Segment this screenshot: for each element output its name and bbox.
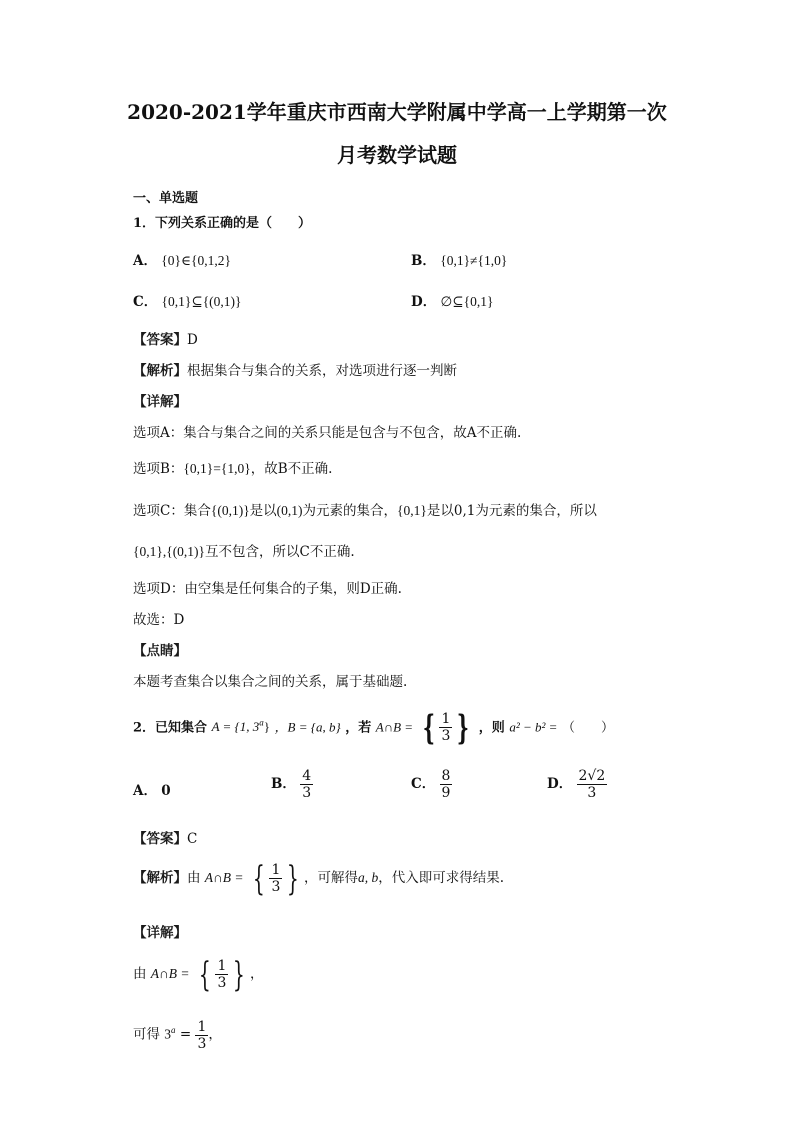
q2-set-b: ，B = {a, b} [274, 719, 341, 735]
right-brace-icon: } [233, 954, 246, 995]
q2-detail-line2 [133, 1012, 222, 1053]
q2-analysis-post: ，代入即可求得结果. [378, 870, 505, 886]
q2-option-a [133, 779, 171, 799]
q2-blank: （ ） [561, 720, 614, 736]
doc-title-line1: 2020-2021学年重庆市西南大学附属中学高一上学期第一次 [127, 100, 667, 124]
right-brace-icon: } [287, 858, 300, 899]
q1-option-c-text: {0,1}⊆{(0,1)} [161, 294, 242, 309]
q2-detail-tag: 【详解】 [133, 925, 187, 941]
q2-stem [133, 705, 614, 746]
q2-option-d-num: 2√2 [578, 768, 606, 784]
q2-detail-line2-pre: 可得 [133, 1026, 160, 1043]
q1-detail-line3-math2: (0,1) [276, 503, 303, 518]
q1-option-a [133, 249, 231, 269]
q1-detail-line3-post: 是以0,1为元素的集合，所以 [426, 503, 597, 519]
q2-stem-fraction [439, 711, 452, 744]
q1-detail-line2-pre: 选项B： [133, 461, 184, 477]
q1-detail-line3-pre: 选项C：集合 [133, 503, 211, 519]
q2-detail-line2-eq: = [175, 1026, 192, 1043]
q1-detail-line3-mid2: 为元素的集合， [302, 503, 398, 519]
q2-analysis-tag: 【解析】 [133, 870, 187, 886]
q2-detail-frac-den: 3 [217, 975, 227, 991]
q2-option-d-label: D． [547, 776, 573, 792]
q2-option-b-num: 4 [302, 768, 312, 784]
q1-option-a-text: {0}∈{0,1,2} [161, 253, 231, 268]
q2-option-b-den: 3 [302, 785, 312, 801]
q2-analysis-ab: a, b [358, 870, 379, 885]
q1-detail-line4 [133, 540, 355, 560]
q1-option-c-label: C． [133, 294, 158, 310]
q2-detail-line2-fraction [195, 1019, 208, 1052]
q2-detail-line1-post: ， [250, 966, 264, 982]
q2-option-c-num: 8 [441, 768, 451, 784]
q1-detail-line3-math3: {0,1} [397, 503, 427, 518]
q1-answer-tag: 【答案】 [133, 332, 187, 348]
q1-detail-line5: 选项D：由空集是任何集合的子集，则D正确. [133, 581, 402, 597]
q2-analysis-pre: 由 [187, 870, 201, 886]
q1-option-b [411, 249, 507, 269]
left-brace-icon: { [422, 707, 435, 748]
q1-detail-line3-math1: {(0,1)} [210, 503, 250, 518]
doc-title-line2: 月考数学试题 [337, 143, 457, 167]
section-heading: 一、单选题 [133, 191, 199, 206]
q1-option-c [133, 290, 242, 310]
q2-option-a-text: 0 [161, 783, 171, 799]
q2-intersection: A∩B = [375, 719, 414, 735]
q2-answer-value: C [187, 831, 198, 847]
q2-option-c [411, 768, 452, 801]
q2-set-a-sup: a [259, 718, 264, 728]
q2-detail-line2-den: 3 [197, 1035, 207, 1052]
q2-analysis-fraction [269, 862, 282, 895]
q2-analysis-frac-den: 3 [271, 879, 281, 895]
q1-answer-value: D [187, 332, 198, 348]
q1-stem: 1．下列关系正确的是（ ） [133, 216, 312, 231]
q2-detail-line1-intersection: A∩B = [150, 966, 190, 981]
q1-option-d [411, 290, 493, 310]
q1-option-a-label: A． [133, 253, 157, 269]
q2-detail-frac-num: 1 [217, 958, 227, 974]
q1-detail-line6: 故选：D [133, 612, 185, 628]
q2-option-c-fraction [440, 768, 453, 801]
q2-option-b [271, 768, 313, 801]
q1-detail-line2 [133, 457, 332, 477]
q2-set-a-end: } [263, 719, 271, 735]
q2-detail-line2-exp: a [171, 1025, 176, 1035]
q2-analysis [133, 858, 505, 899]
q1-detail-line3-mid1: 是以 [249, 503, 277, 519]
q1-option-d-text: ∅⊆{0,1} [440, 294, 494, 309]
q2-option-a-label: A． [133, 783, 157, 799]
q2-option-b-label: B． [271, 776, 296, 792]
q1-detail-line4-post: 互不包含，所以C不正确. [205, 544, 355, 560]
q2-detail-line1-pre: 由 [133, 966, 147, 982]
q2-set-a [212, 719, 270, 734]
q2-option-d-fraction [577, 768, 608, 801]
q1-detail-line2-post: ，故B不正确. [250, 461, 333, 477]
q1-analysis-text: 根据集合与集合的关系，对选项进行逐一判断 [187, 363, 457, 379]
q2-option-b-fraction [300, 768, 313, 801]
q2-detail-line1 [133, 954, 264, 995]
q2-option-c-den: 9 [441, 785, 451, 801]
q2-analysis-mid: ，可解得 [304, 870, 359, 886]
q2-analysis-frac-num: 1 [271, 862, 281, 878]
q1-point-text: 本题考查集合以集合之间的关系，属于基础题. [133, 674, 408, 690]
q1-answer [133, 328, 198, 348]
q1-detail-line1: 选项A：集合与集合之间的关系只能是包含与不包含，故A不正确. [133, 425, 522, 441]
q2-answer [133, 827, 197, 847]
q2-stem-frac-num: 1 [441, 711, 451, 728]
q2-option-d [547, 768, 607, 801]
left-brace-icon: { [252, 858, 265, 899]
q1-option-b-label: B． [411, 253, 436, 269]
q2-detail-line2-base: 3 [164, 1026, 172, 1042]
q2-detail-line2-num: 1 [197, 1018, 207, 1035]
q1-detail-tag: 【详解】 [133, 394, 187, 410]
q1-analysis-tag: 【解析】 [133, 363, 187, 379]
q2-set-a-text: A = {1, 3 [211, 719, 260, 735]
q1-detail-line2-math: {0,1}={1,0} [183, 461, 251, 476]
q2-stem-if: ，若 [345, 720, 372, 736]
q2-stem-pre: 2．已知集合 [133, 720, 208, 736]
q1-detail-line4-math: {0,1},{(0,1)} [133, 544, 206, 559]
q1-option-d-label: D． [411, 294, 437, 310]
q2-option-d-den: 3 [577, 784, 608, 801]
q1-detail-line3 [133, 499, 597, 519]
q2-answer-tag: 【答案】 [133, 831, 187, 847]
q2-detail-line1-fraction [215, 958, 228, 991]
q2-stem-frac-den: 3 [441, 728, 451, 745]
q2-analysis-intersection: A∩B = [204, 870, 244, 885]
q1-point-tag: 【点睛】 [133, 643, 187, 659]
q2-detail-line2-post: ， [208, 1026, 222, 1043]
left-brace-icon: { [198, 954, 211, 995]
q1-analysis [133, 359, 457, 379]
q1-option-b-text: {0,1}≠{1,0} [440, 253, 508, 268]
right-brace-icon: } [457, 707, 470, 748]
q2-stem-then: ，则 [478, 720, 505, 736]
q2-option-c-label: C． [411, 776, 436, 792]
q2-expression: a² − b² = [509, 719, 558, 735]
